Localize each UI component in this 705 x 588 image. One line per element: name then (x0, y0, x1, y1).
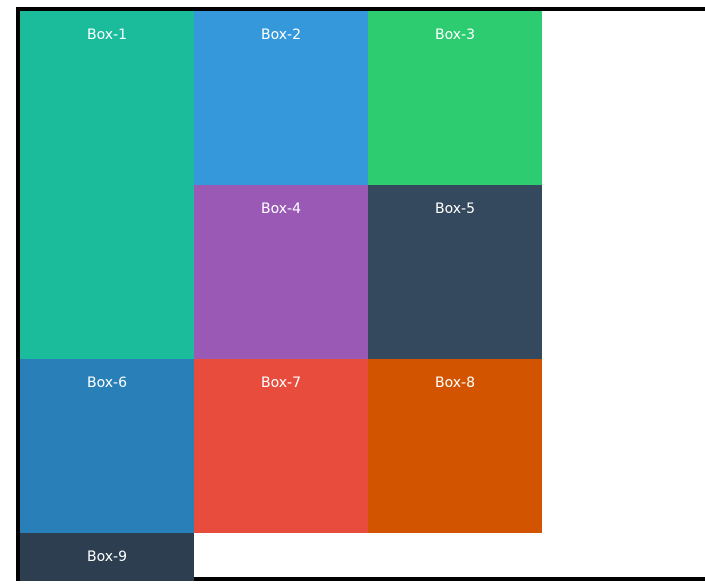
box-grid (20, 11, 542, 581)
box-1: Box-1 (20, 11, 194, 359)
box-5: Box-5 (368, 185, 542, 359)
box-9: Box-9 (20, 533, 194, 581)
box-7: Box-7 (194, 359, 368, 533)
box-2: Box-2 (194, 11, 368, 185)
box-3: Box-3 (368, 11, 542, 185)
box-4: Box-4 (194, 185, 368, 359)
box-6: Box-6 (20, 359, 194, 533)
grid-container (16, 7, 705, 581)
box-8: Box-8 (368, 359, 542, 533)
